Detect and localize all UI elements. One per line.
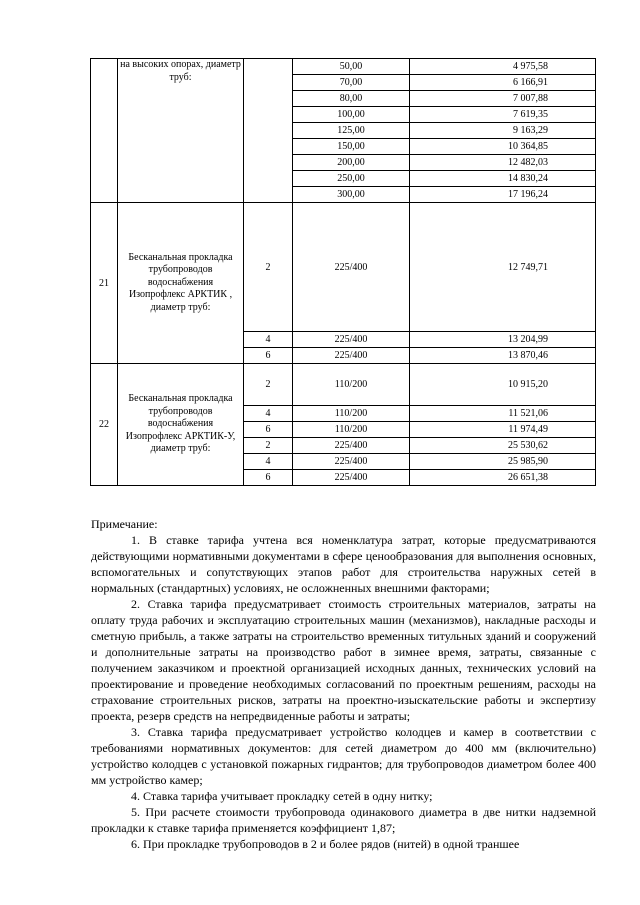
count-cell: 4 [244, 332, 293, 348]
diameter-cell: 110/200 [293, 364, 410, 406]
diameter-cell: 300,00 [293, 187, 410, 203]
diameter-cell: 200,00 [293, 155, 410, 171]
price-cell: 26 651,38 [410, 470, 596, 486]
table-row [91, 59, 596, 75]
diameter-cell: 225/400 [293, 470, 410, 486]
price-cell: 10 364,85 [410, 139, 596, 155]
count-cell: 6 [244, 348, 293, 364]
diameter-cell: 225/400 [293, 203, 410, 332]
note-item: 1. В ставке тарифа учтена вся номенклатура затрат, которые предусматриваются действующими нормативными документами в сфере ценообразования для выполнения основных, вспомогательных и сопутствующих этапов работ для строительства наружных сетей в нормальных (стандартных) условиях, не осложненных внешними факторами; [91, 533, 596, 595]
count-cell: 2 [244, 438, 293, 454]
price-cell: 9 163,29 [410, 123, 596, 139]
price-cell: 13 204,99 [410, 332, 596, 348]
count-cell: 2 [244, 203, 293, 332]
item-description: Бесканальная прокладка трубопроводов водоснабжения Изопрофлекс АРКТИК , диаметр труб: [118, 203, 244, 364]
diameter-cell: 225/400 [293, 454, 410, 470]
note-item: 5. При расчете стоимости трубопровода одинакового диаметра в две нитки надземной прокладки к ставке тарифа применяется коэффициент 1,87; [91, 805, 596, 835]
item-description: Бесканальная прокладка трубопроводов водоснабжения Изопрофлекс АРКТИК-У, диаметр труб: [118, 364, 244, 486]
price-cell: 25 985,90 [410, 454, 596, 470]
diameter-cell: 125,00 [293, 123, 410, 139]
diameter-cell: 50,00 [293, 59, 410, 75]
diameter-cell: 225/400 [293, 438, 410, 454]
price-cell: 4 975,58 [410, 59, 596, 75]
diameter-cell: 110/200 [293, 406, 410, 422]
diameter-cell: 250,00 [293, 171, 410, 187]
price-cell: 12 749,71 [410, 203, 596, 332]
table-row [91, 203, 596, 332]
count-cell: 6 [244, 470, 293, 486]
note-item: 3. Ставка тарифа предусматривает устройство колодцев и камер в соответствии с требованиями нормативных документов: для сетей диаметром до 400 мм (включительно) устройство колодцев с установкой пожарных гидрантов; для трубопроводов диаметром более 400 мм устройство камер; [91, 725, 596, 787]
price-cell: 11 974,49 [410, 422, 596, 438]
count-cell: 4 [244, 454, 293, 470]
count-cell: 2 [244, 364, 293, 406]
diameter-cell: 100,00 [293, 107, 410, 123]
notes-section [91, 516, 596, 852]
diameter-cell: 150,00 [293, 139, 410, 155]
item-number-cell [91, 59, 118, 203]
price-cell: 13 870,46 [410, 348, 596, 364]
note-item: 4. Ставка тарифа учитывает прокладку сетей в одну нитку; [131, 789, 433, 803]
diameter-cell: 70,00 [293, 75, 410, 91]
table-row [91, 364, 596, 406]
item-number-cell: 22 [91, 364, 118, 486]
diameter-cell: 225/400 [293, 332, 410, 348]
count-cell: 6 [244, 422, 293, 438]
price-cell: 7 619,35 [410, 107, 596, 123]
price-cell: 7 007,88 [410, 91, 596, 107]
price-cell: 25 530,62 [410, 438, 596, 454]
price-cell: 12 482,03 [410, 155, 596, 171]
price-cell: 6 166,91 [410, 75, 596, 91]
item-number-cell: 21 [91, 203, 118, 364]
count-cell: 4 [244, 406, 293, 422]
price-cell: 11 521,06 [410, 406, 596, 422]
price-cell: 14 830,24 [410, 171, 596, 187]
item-description: на высоких опорах, диаметр труб: [118, 59, 244, 203]
price-cell: 10 915,20 [410, 364, 596, 406]
price-cell: 17 196,24 [410, 187, 596, 203]
diameter-cell: 80,00 [293, 91, 410, 107]
count-cell [244, 59, 293, 203]
notes-heading: Примечание: [91, 517, 158, 531]
diameter-cell: 225/400 [293, 348, 410, 364]
note-item: 2. Ставка тарифа предусматривает стоимость строительных материалов, затраты на оплату труда рабочих и эксплуатацию строительных машин (механизмов), накладные расходы и сметную прибыль, а также затраты на строительство временных титульных зданий и сооружений и дополнительные затраты на производство работ в зимнее время, затраты, связанные с получением заказчиком и проектной организацией исходных данных, технических условий на проектирование и проведение необходимых согласований по проектным решениям, расходы на страхование строительных рисков, затраты на проектно-изыскательские работы и экспертизу проекта, резерв средств на непредвиденные работы и затраты; [91, 597, 596, 723]
diameter-cell: 110/200 [293, 422, 410, 438]
tariff-table [90, 58, 596, 486]
note-item: 6. При прокладке трубопроводов в 2 и более рядов (нитей) в одной траншее [131, 837, 520, 851]
